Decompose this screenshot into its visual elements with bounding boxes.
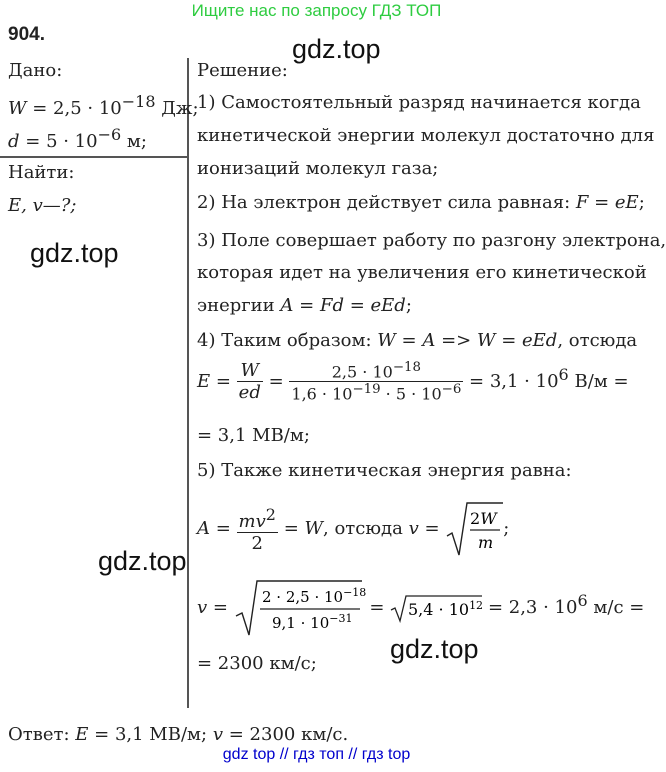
step4: 4) Таким образом: W = A => W = eEd, отсюда xyxy=(197,330,638,351)
step3-line2: которая идет на увеличения его кинетической xyxy=(197,262,647,283)
step3-line3: энергии A = Fd = eEd; xyxy=(197,295,412,316)
formula-e-line2: = 3,1 МВ/м; xyxy=(197,425,310,446)
svg-text:2W: 2W xyxy=(470,509,497,528)
given-w: $W = 2,5 \cdot 10^{-18}$ Дж; xyxy=(8,92,199,119)
formula-v-line2: = 2300 км/с; xyxy=(197,653,317,674)
step5: 5) Также кинетическая энергия равна: xyxy=(197,460,572,481)
step3-line1: 3) Поле совершает работу по разгону электрона, xyxy=(197,230,666,251)
watermark: gdz.top xyxy=(390,634,479,664)
problem-number: 904. xyxy=(8,24,45,45)
step1-line3: ионизаций молекул газа; xyxy=(197,158,439,179)
svg-text:5,4 · 1012: $5,4 \cdot 10^{12}$ xyxy=(408,599,484,619)
find-label: Найти: xyxy=(8,162,75,183)
watermark: gdz.top xyxy=(30,238,119,268)
step1-line2: кинетической энергии молекул достаточно для xyxy=(197,125,655,146)
solution-label: Решение: xyxy=(197,60,288,81)
top-banner[interactable]: Ищите нас по запросу ГДЗ ТОП xyxy=(191,1,442,20)
find-vars: E, v—?; xyxy=(8,195,77,216)
answer: Ответ: E = 3,1 МВ/м; v = 2300 км/с. xyxy=(8,724,349,745)
formula-a: A = $\frac{mv^2}{2}$ = W, отсюда v = 2W m ; xyxy=(197,504,510,554)
svg-text:2 · 2,5 · 10−18: $2 \cdot 2,5 \cdot 10^{-18}$ xyxy=(261,586,367,606)
formula-v: v = $2 \cdot 2,5 \cdot 10^{-18}$ $9,1 \cdot 10^{-31}$ = $5,4 \cdot 10^{12}$ = $2,3 \cdot 10^6$ м/с = xyxy=(197,578,644,638)
footer-links[interactable]: gdz top // гдз топ // гдз top xyxy=(222,746,411,763)
step1-line1: 1) Самостоятельный разряд начинается когда xyxy=(197,92,641,113)
formula-e: E = $\frac{W}{ed}$ = $\frac{2,5 \cdot 10^{-18}}{1,6 \cdot 10^{-19} \cdot 5 \cdot 10^{-6}}$ = $3,1 \cdot 10^6$ В/м = xyxy=(197,360,629,404)
step2: 2) На электрон действует сила равная: F = eE; xyxy=(197,192,645,213)
horizontal-divider xyxy=(0,156,188,158)
svg-text:9,1 · 10−31: $9,1 \cdot 10^{-31}$ xyxy=(271,612,353,632)
given-label: Дано: xyxy=(8,60,63,81)
svg-text:m: m xyxy=(478,533,494,552)
watermark: gdz.top xyxy=(292,34,381,64)
given-d: $d = 5 \cdot 10^{-6}$ м; xyxy=(8,125,147,152)
watermark: gdz.top xyxy=(98,546,187,576)
